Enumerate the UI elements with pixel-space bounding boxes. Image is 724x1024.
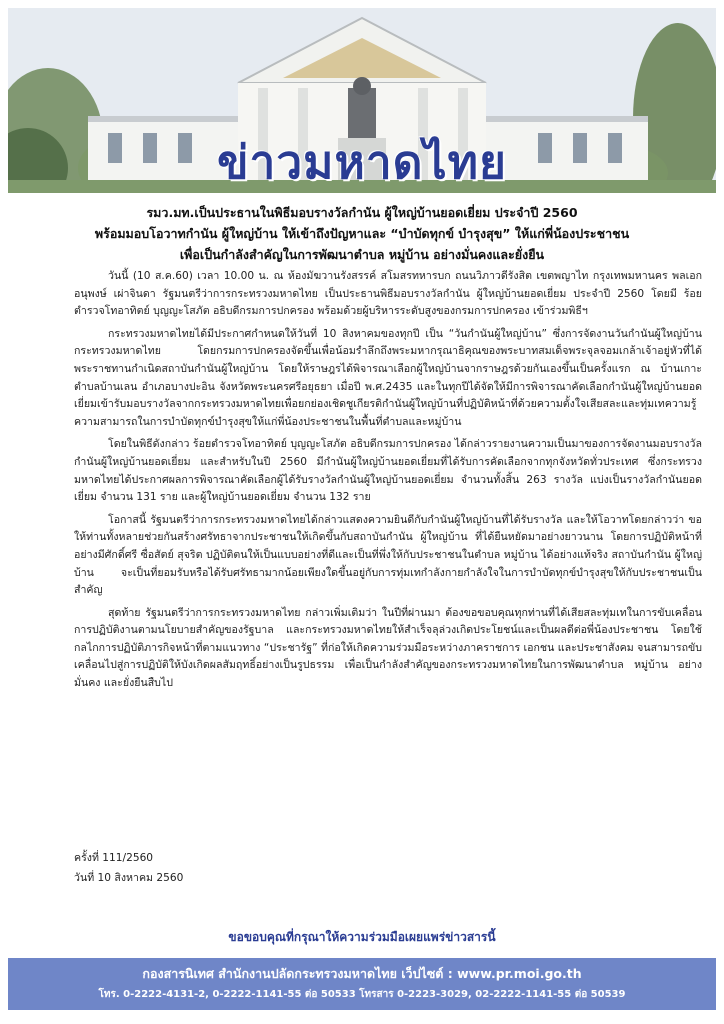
release-number: ครั้งที่ 111/2560 xyxy=(74,852,154,864)
thanks-note: ขอขอบคุณที่กรุณาให้ความร่วมมือเผยแพร่ข่าวสารนี้ xyxy=(228,930,496,944)
headline-line-2: พร้อมมอบโอวาทกำนัน ผู้ใหญ่บ้าน ให้เข้าถึงปัญหาและ “บำบัดทุกข์ บำรุงสุข” ให้แก่พี่น้องประชาชน xyxy=(94,226,630,241)
paragraph-4: โอกาสนี้ รัฐมนตรีว่าการกระทรวงมหาดไทยได้กล่าวแสดงความยินดีกับกำนันผู้ใหญ่บ้านที่ได้รับรางวัล และให้โอวาทโดยกล่าวว่า ขอให้ท่านทั้งหลายช่วยกันสร้างศรัทธาจากประชาชนให้เกิดขึ้นกับสถาบันกำนัน ผู้ใหญ่บ้าน ที่ได้ยืนหยัดมาอย่างยาวนาน โดยการปฏิบัติหน้าที่อย่างมีศักดิ์ศรี ซื่อสัตย์ สุจริต ปฏิบัติตนให้เป็นแบบอย่างที่ดีและเป็นที่พึ่งให้กับประชาชนในตำบล หมู่บ้าน ได้อย่างแท้จริง สถาบันกำนัน ผู้ใหญ่บ้าน จะเป็นที่ยอมรับหรือได้รับศรัทธามากน้อยเพียงใดขึ้นอยู่กับการทุ่มเทกำลังกายกำลังใจในการบำบัดทุกข์บำรุงสุขให้กับประชาชนเป็นสำคัญ xyxy=(74,513,702,597)
paragraph-3: โดยในพิธีดังกล่าว ร้อยตำรวจโทอาทิตย์ บุญญะโสภัต อธิบดีกรมการปกครอง ได้กล่าวรายงานความเป็นมาของการจัดงานมอบรางวัลกำนันผู้ใหญ่บ้านยอดเยี่ยม และสำหรับในปี 2560 มีกำนันผู้ใหญ่บ้านยอดเยี่ยมที่ได้รับการคัดเลือกจากทุกจังหวัดทั่วประเทศ ซึ่งกระทรวงมหาดไทยได้ประกาศผลการพิจารณาคัดเลือกผู้ได้รับรางวัลกำนันผู้ใหญ่บ้านยอดเยี่ยม จำนวนทั้งสิ้น 263 รางวัล แบ่งเป็นรางวัลกำนันยอดเยี่ยม จำนวน 131 ราย และผู้ใหญ่บ้านยอดเยี่ยม จำนวน 132 ราย xyxy=(74,438,702,504)
release-date: วันที่ 10 สิงหาคม 2560 xyxy=(74,872,184,884)
news-headline xyxy=(20,202,704,265)
paragraph-2: กระทรวงมหาดไทยได้มีประกาศกำหนดให้วันที่ 10 สิงหาคมของทุกปี เป็น “วันกำนันผู้ใหญ่บ้าน” ซึ่งการจัดงานวันกำนันผู้ใหญ่บ้าน กระทรวงมหาดไทย โดยกรมการปกครองจัดขึ้นเพื่อน้อมรำลึกถึงพระมหากรุณาธิคุณของพระบาทสมเด็จพระจุลจอมเกล้าเจ้าอยู่หัวที่ได้พระราชทานกำเนิดสถาบันกำนันผู้ใหญ่บ้าน โดยให้ราษฎรได้พิจารณาเลือกผู้ใหญ่บ้านจากราษฎรด้วยกันเองขึ้นเป็นครั้งแรก ณ บ้านเกาะ ตำบลบ้านเลน อำเภอบางปะอิน จังหวัดพระนครศรีอยุธยา เมื่อปี พ.ศ.2435 และในทุกปีได้จัดให้มีการพิจารณาคัดเลือกกำนันผู้ใหญ่บ้านยอดเยี่ยมเข้ารับมอบรางวัลจากกระทรวงมหาดไทยเพื่อยกย่องเชิดชูเกียรติกำนันผู้ใหญ่บ้านที่ปฏิบัติหน้าที่ด้วยความตั้งใจเสียสละและทุ่มเทความรู้ความสามารถในการบำบัดทุกข์บำรุงสุขให้แก่พี่น้องประชาชนในพื้นที่ตำบลและหมู่บ้าน xyxy=(74,327,702,428)
paragraph-1: วันนี้ (10 ส.ค.60) เวลา 10.00 น. ณ ห้องมัฆวานรังสรรค์ สโมสรทหารบก ถนนวิภาวดีรังสิต เขตพญาไท กรุงเทพมหานคร พลเอก อนุพงษ์ เผ่าจินดา รัฐมนตรีว่าการกระทรวงมหาดไทย เป็นประธานพิธีมอบรางวัลกำนัน ผู้ใหญ่บ้านยอดเยี่ยม ประจำปี 2560 โดยมี ร้อยตำรวจโทอาทิตย์ บุญญะโสภัต อธิบดีกรมการปกครอง พร้อมด้วยผู้บริหารระดับสูงของกรมการปกครอง เข้าร่วมพิธีฯ xyxy=(74,270,702,318)
headline-line-1: รมว.มท.เป็นประธานในพิธีมอบรางวัลกำนัน ผู้ใหญ่บ้านยอดเยี่ยม ประจำปี 2560 xyxy=(146,205,578,220)
header-banner xyxy=(8,8,716,193)
release-reference xyxy=(74,848,183,888)
headline-line-3: เพื่อเป็นกำลังสำคัญในการพัฒนาตำบล หมู่บ้าน อย่างมั่นคงและยั่งยืน xyxy=(179,247,545,262)
footer-bar xyxy=(8,958,716,1010)
paragraph-5: สุดท้าย รัฐมนตรีว่าการกระทรวงมหาดไทย กล่าวเพิ่มเติมว่า ในปีที่ผ่านมา ต้องขอขอบคุณทุกท่านที่ได้เสียสละทุ่มเทในการขับเคลื่อนการปฏิบัติงานตามนโยบายสำคัญของรัฐบาล และกระทรวงมหาดไทยให้สำเร็จลุล่วงเกิดประโยชน์และเป็นผลดีต่อพี่น้องประชาชน โดยใช้กลไกการปฏิบัติภารกิจหน้าที่ตามแนวทาง “ประชารัฐ” ที่ก่อให้เกิดความร่วมมือระหว่างภาคราชการ เอกชน และประชาสังคม จนสามารถขับเคลื่อนไปสู่การปฏิบัติให้บังเกิดผลสัมฤทธิ์อย่างเป็นรูปธรรม เพื่อเป็นกำลังสำคัญของกระทรวงมหาดไทยในการพัฒนาตำบล หมู่บ้าน อย่างมั่นคง และยั่งยืนสืบไป xyxy=(74,606,702,690)
article-body xyxy=(74,268,702,698)
footer-office-website: กองสารนิเทศ สำนักงานปลัดกระทรวงมหาดไทย เว็ปไซต์ : www.pr.moi.go.th xyxy=(142,966,582,981)
footer-contact-numbers: โทร. 0-2222-4131-2, 0-2222-1141-55 ต่อ 50533 โทรสาร 0-2223-3029, 02-2222-1141-55 ต่อ 50539 xyxy=(98,989,626,1000)
masthead-title: ข่าวมหาดไทย xyxy=(217,135,507,189)
